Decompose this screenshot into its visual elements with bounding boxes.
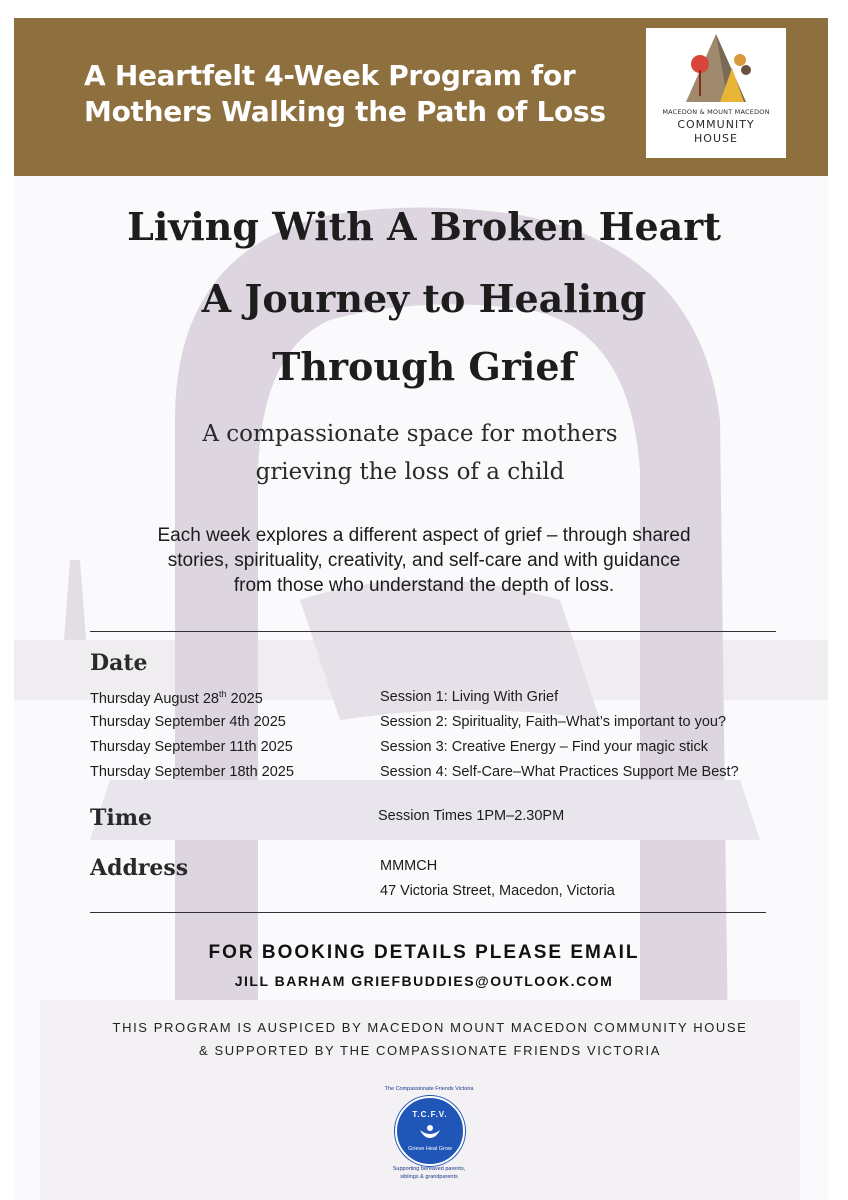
title-line-1: Living With A Broken Heart (127, 204, 721, 249)
banner-line-1: A Heartfelt 4-Week Program for (84, 59, 576, 92)
tcfv-badge (395, 1096, 465, 1166)
tcfv-tagline-1: Supporting bereaved parents, (392, 1166, 466, 1172)
logo-small-text: MACEDON & MOUNT MACEDON (662, 108, 770, 116)
session-date: Thursday September 11th 2025 (90, 739, 293, 755)
logo-house-text: HOUSE (694, 132, 738, 145)
logo-community-text: COMMUNITY (677, 118, 755, 131)
tcfv-letters: T.C.F.V. (412, 1110, 448, 1119)
session-title: Session 2: Spirituality, Faith–What’s important to you? (380, 714, 727, 730)
tcfv-logo (384, 1086, 474, 1186)
auspice-line-1: THIS PROGRAM IS AUSPICED BY MACEDON MOUNT MACEDON COMMUNITY HOUSE (112, 1020, 748, 1035)
session-title: Session 1: Living With Grief (380, 689, 559, 705)
subtitle-line-1: A compassionate space for mothers (202, 421, 618, 447)
tcfv-name: The Compassionate Friends Victoria (384, 1086, 474, 1092)
session-times: Session Times 1PM–2.30PM (378, 808, 565, 824)
tcfv-hands-logo-icon (418, 1122, 442, 1140)
session-date: Thursday September 4th 2025 (90, 714, 286, 730)
banner-line-2: Mothers Walking the Path of Loss (84, 95, 606, 128)
title-line-2: A Journey to Healing (201, 276, 647, 321)
booking-heading: FOR BOOKING DETAILS PLEASE EMAIL (208, 942, 640, 963)
address-label: Address (90, 855, 189, 881)
tcfv-tagline-2: siblings & grandparents (400, 1174, 458, 1180)
description-line-3: from those who understand the depth of loss. (233, 575, 615, 596)
session-date: Thursday September 18th 2025 (90, 764, 294, 780)
session-title: Session 3: Creative Energy – Find your magic stick (380, 739, 708, 755)
session-date: Thursday August 28th 2025 (90, 689, 263, 707)
divider-bottom (90, 912, 766, 913)
auspice-line-2: & SUPPORTED BY THE COMPASSIONATE FRIENDS VICTORIA (199, 1043, 661, 1058)
date-label: Date (90, 650, 148, 676)
address-venue: MMMCH (380, 858, 438, 874)
subtitle-line-2: grieving the loss of a child (255, 459, 565, 485)
address-street: 47 Victoria Street, Macedon, Victoria (380, 883, 615, 899)
description-line-2: stories, spirituality, creativity, and self-care and with guidance (167, 550, 681, 571)
session-title: Session 4: Self-Care–What Practices Support Me Best? (380, 764, 739, 780)
divider-top (90, 631, 776, 632)
title-line-3: Through Grief (272, 344, 576, 389)
description-line-1: Each week explores a different aspect of grief – through shared (157, 525, 691, 546)
booking-email[interactable]: JILL BARHAM GRIEFBUDDIES@OUTLOOK.COM (234, 973, 614, 989)
tcfv-motto: Grieve Heal Grow (408, 1146, 452, 1152)
time-label: Time (90, 805, 153, 831)
